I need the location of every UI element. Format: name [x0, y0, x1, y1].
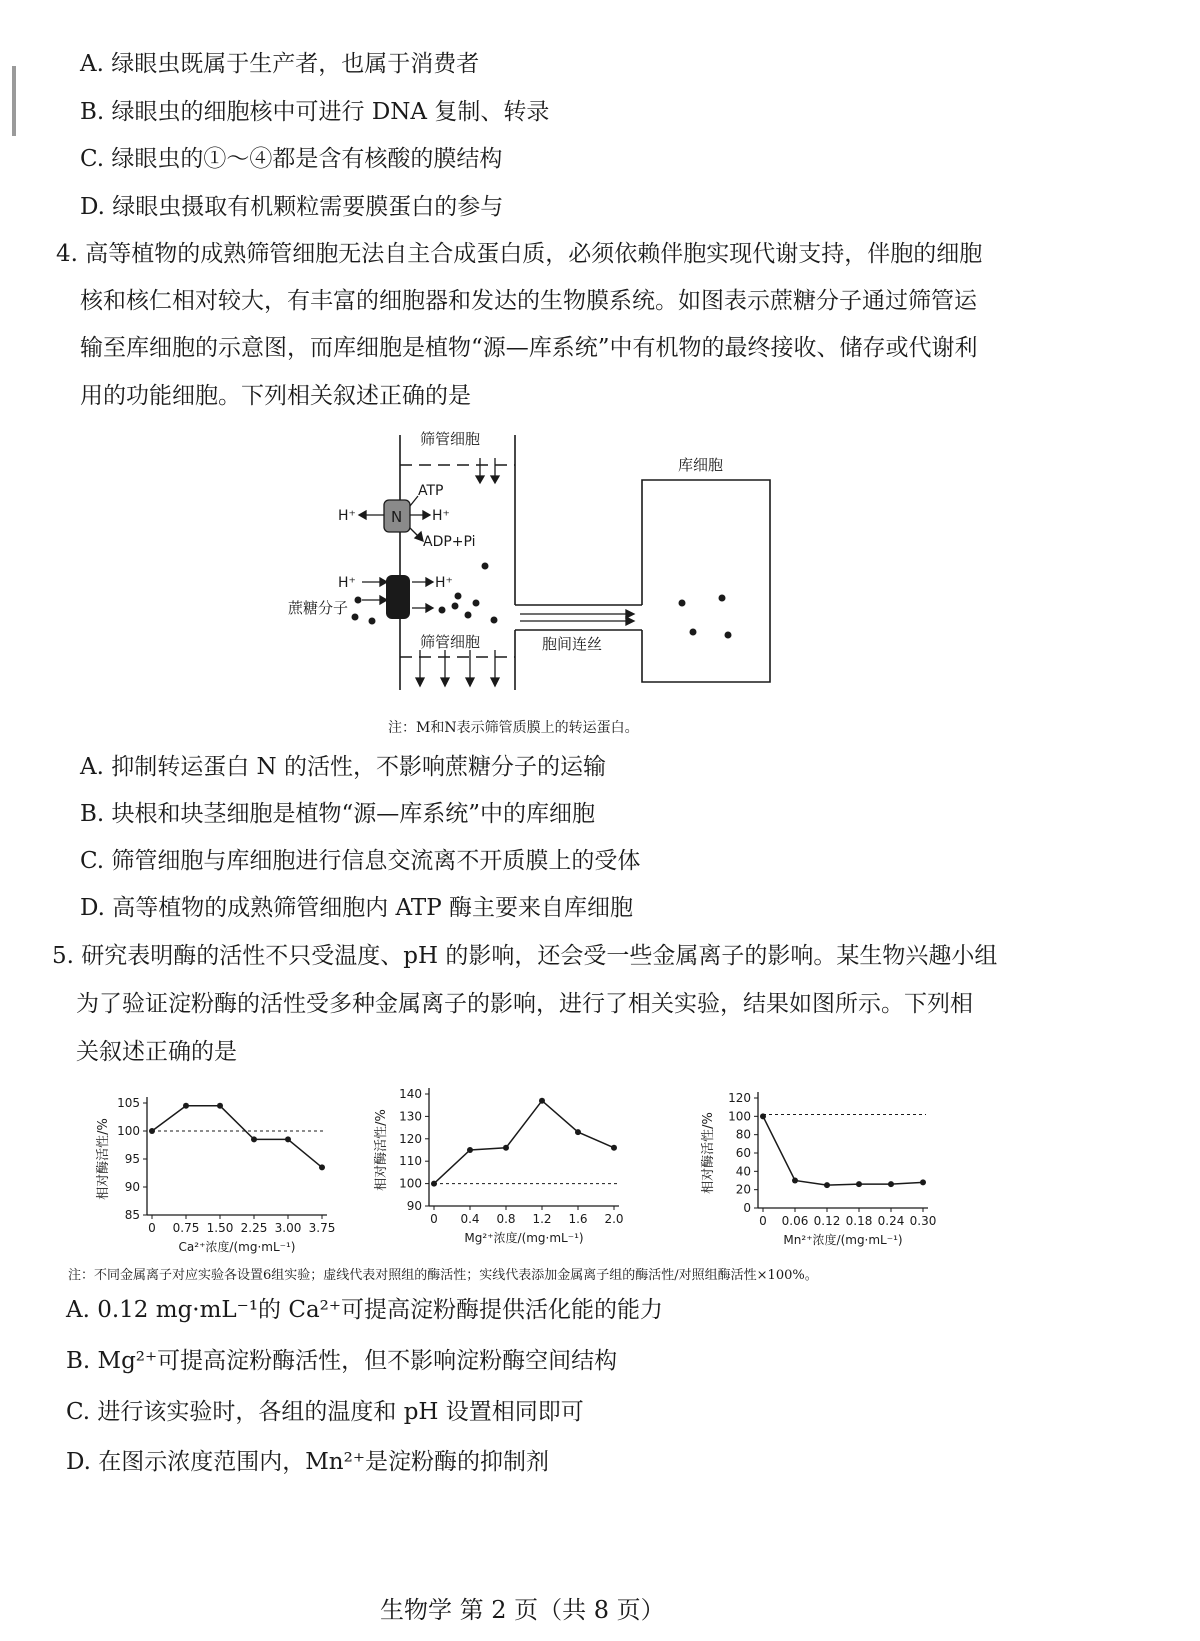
data-point [149, 1128, 155, 1134]
x-tick-label: 0.4 [460, 1212, 480, 1226]
x-tick-label: 0.06 [781, 1214, 809, 1228]
q3-option-b: B. 绿眼虫的细胞核中可进行 DNA 复制、转录 [80, 99, 550, 125]
x-tick-label: 0.18 [845, 1214, 873, 1228]
data-line [763, 1116, 923, 1185]
label-sink-cell: 库细胞 [678, 456, 724, 474]
x-tick-label: 1.50 [206, 1221, 234, 1235]
chart-ca [85, 1085, 360, 1260]
y-tick-label: 140 [399, 1087, 422, 1101]
y-tick-label: 130 [399, 1109, 422, 1124]
x-tick-label: 2.0 [604, 1212, 624, 1226]
data-point [920, 1179, 926, 1185]
y-axis-label: 相对酶活性/% [96, 1118, 111, 1200]
x-tick-label: 0.75 [172, 1221, 200, 1235]
scan-edge-mark [12, 66, 16, 136]
y-axis-label: 相对酶活性/% [374, 1109, 389, 1191]
label-h-right-bottom: H⁺ [435, 575, 453, 591]
x-tick-label: 3.00 [274, 1221, 302, 1235]
q3-option-c: C. 绿眼虫的①～④都是含有核酸的膜结构 [80, 146, 503, 172]
data-point [824, 1182, 830, 1188]
data-point [467, 1147, 473, 1153]
label-sieve-bottom: 筛管细胞 [420, 633, 481, 651]
q4-option-a: A. 抑制转运蛋白 N 的活性，不影响蔗糖分子的运输 [80, 754, 606, 780]
q3-option-a: A. 绿眼虫既属于生产者，也属于消费者 [80, 51, 480, 77]
y-tick-label: 90 [406, 1199, 422, 1213]
q4-stem-line-3: 输至库细胞的示意图，而库细胞是植物“源—库系统”中有机物的最终接收、储存或代谢利 [80, 335, 978, 361]
label-plasmodesma: 胞间连丝 [542, 635, 603, 653]
data-point [888, 1181, 894, 1187]
x-tick-label: 1.2 [532, 1212, 552, 1226]
y-tick-label: 100 [117, 1124, 140, 1138]
y-tick-label: 0 [743, 1201, 751, 1215]
x-tick-label: 0 [148, 1221, 156, 1235]
q5-stem-line-3: 关叙述正确的是 [76, 1039, 237, 1065]
data-point [792, 1178, 798, 1184]
q4-option-b: B. 块根和块茎细胞是植物“源—库系统”中的库细胞 [80, 801, 596, 827]
y-tick-label: 110 [399, 1154, 422, 1169]
data-point [285, 1136, 291, 1142]
sieve-tube-diagram [280, 420, 820, 710]
x-tick-label: 0.12 [813, 1214, 841, 1228]
chart-mn [690, 1080, 970, 1260]
x-tick-label: 3.75 [308, 1221, 336, 1235]
label-n: N [391, 508, 403, 526]
q5-stem-line-1: 5. 研究表明酶的活性不只受温度、pH 的影响，还会受一些金属离子的影响。某生物兴趣小组 [52, 943, 998, 969]
data-point [539, 1098, 545, 1104]
chart-mg [363, 1078, 653, 1260]
label-h-right-top: H⁺ [432, 508, 450, 524]
y-tick-label: 100 [399, 1176, 422, 1191]
y-tick-label: 60 [735, 1146, 751, 1160]
q4-stem-line-2: 核和核仁相对较大，有丰富的细胞器和发达的生物膜系统。如图表示蔗糖分子通过筛管运 [80, 288, 977, 314]
data-point [217, 1103, 223, 1109]
y-tick-label: 95 [124, 1152, 140, 1166]
y-axis-label: 相对酶活性/% [701, 1112, 716, 1194]
data-point [611, 1145, 617, 1151]
q4-stem-line-4: 用的功能细胞。下列相关叙述正确的是 [80, 383, 471, 409]
y-tick-label: 100 [728, 1109, 751, 1124]
data-point [503, 1145, 509, 1151]
transporter-m [386, 575, 410, 619]
y-tick-label: 120 [728, 1091, 751, 1105]
y-tick-label: 40 [735, 1164, 751, 1179]
data-point [251, 1136, 257, 1142]
data-line [152, 1106, 322, 1168]
data-point [575, 1129, 581, 1135]
q5-note: 注：不同金属离子对应实验各设置6组实验；虚线代表对照组的酶活性；实线代表添加金属离子组的酶活性/对照组酶活性×100%。 [68, 1268, 818, 1283]
label-h-left-top: H⁺ [338, 508, 356, 524]
q5-option-b: B. Mg²⁺可提高淀粉酶活性，但不影响淀粉酶空间结构 [66, 1348, 618, 1374]
x-tick-label: 0 [430, 1212, 438, 1226]
y-tick-label: 80 [735, 1127, 751, 1142]
q4-stem-line-1: 4. 高等植物的成熟筛管细胞无法自主合成蛋白质，必须依赖伴胞实现代谢支持，伴胞的细胞 [56, 241, 983, 267]
y-tick-label: 20 [735, 1182, 751, 1197]
q4-option-d: D. 高等植物的成熟筛管细胞内 ATP 酶主要来自库细胞 [80, 895, 634, 921]
x-axis-label: Mn²⁺浓度/(mg·mL⁻¹) [783, 1233, 903, 1247]
x-tick-label: 0.24 [877, 1214, 905, 1228]
x-axis-label: Mg²⁺浓度/(mg·mL⁻¹) [464, 1231, 584, 1245]
label-h-left-bottom: H⁺ [338, 575, 356, 591]
label-atp: ATP [418, 483, 444, 499]
q5-option-a: A. 0.12 mg·mL⁻¹的 Ca²⁺可提高淀粉酶提供活化能的能力 [66, 1297, 664, 1323]
label-adp: ADP+Pi [423, 534, 476, 550]
data-point [183, 1103, 189, 1109]
q4-option-c: C. 筛管细胞与库细胞进行信息交流离不开质膜上的受体 [80, 848, 641, 874]
q5-option-c: C. 进行该实验时，各组的温度和 pH 设置相同即可 [66, 1399, 584, 1425]
data-point [856, 1181, 862, 1187]
x-tick-label: 0.30 [909, 1214, 937, 1228]
y-tick-label: 90 [124, 1180, 140, 1194]
y-tick-label: 105 [117, 1096, 140, 1110]
q4-note: 注：M和N表示筛管质膜上的转运蛋白。 [388, 720, 639, 736]
x-tick-label: 1.6 [568, 1212, 588, 1226]
q3-option-d: D. 绿眼虫摄取有机颗粒需要膜蛋白的参与 [80, 194, 504, 220]
data-point [319, 1164, 325, 1170]
data-point [431, 1181, 437, 1187]
label-sieve-top: 筛管细胞 [420, 430, 481, 448]
q5-stem-line-2: 为了验证淀粉酶的活性受多种金属离子的影响，进行了相关实验，结果如图所示。下列相 [76, 991, 973, 1017]
label-sucrose: 蔗糖分子 [288, 599, 349, 617]
x-tick-label: 0.8 [496, 1212, 516, 1226]
data-line [434, 1101, 614, 1184]
x-tick-label: 2.25 [240, 1221, 268, 1235]
page-footer: 生物学 第 2 页（共 8 页） [380, 1596, 665, 1624]
q5-option-d: D. 在图示浓度范围内，Mn²⁺是淀粉酶的抑制剂 [66, 1449, 549, 1475]
y-tick-label: 85 [124, 1208, 140, 1222]
y-tick-label: 120 [399, 1131, 422, 1146]
x-tick-label: 0 [759, 1214, 767, 1228]
data-point [760, 1113, 766, 1119]
x-axis-label: Ca²⁺浓度/(mg·mL⁻¹) [178, 1240, 296, 1254]
